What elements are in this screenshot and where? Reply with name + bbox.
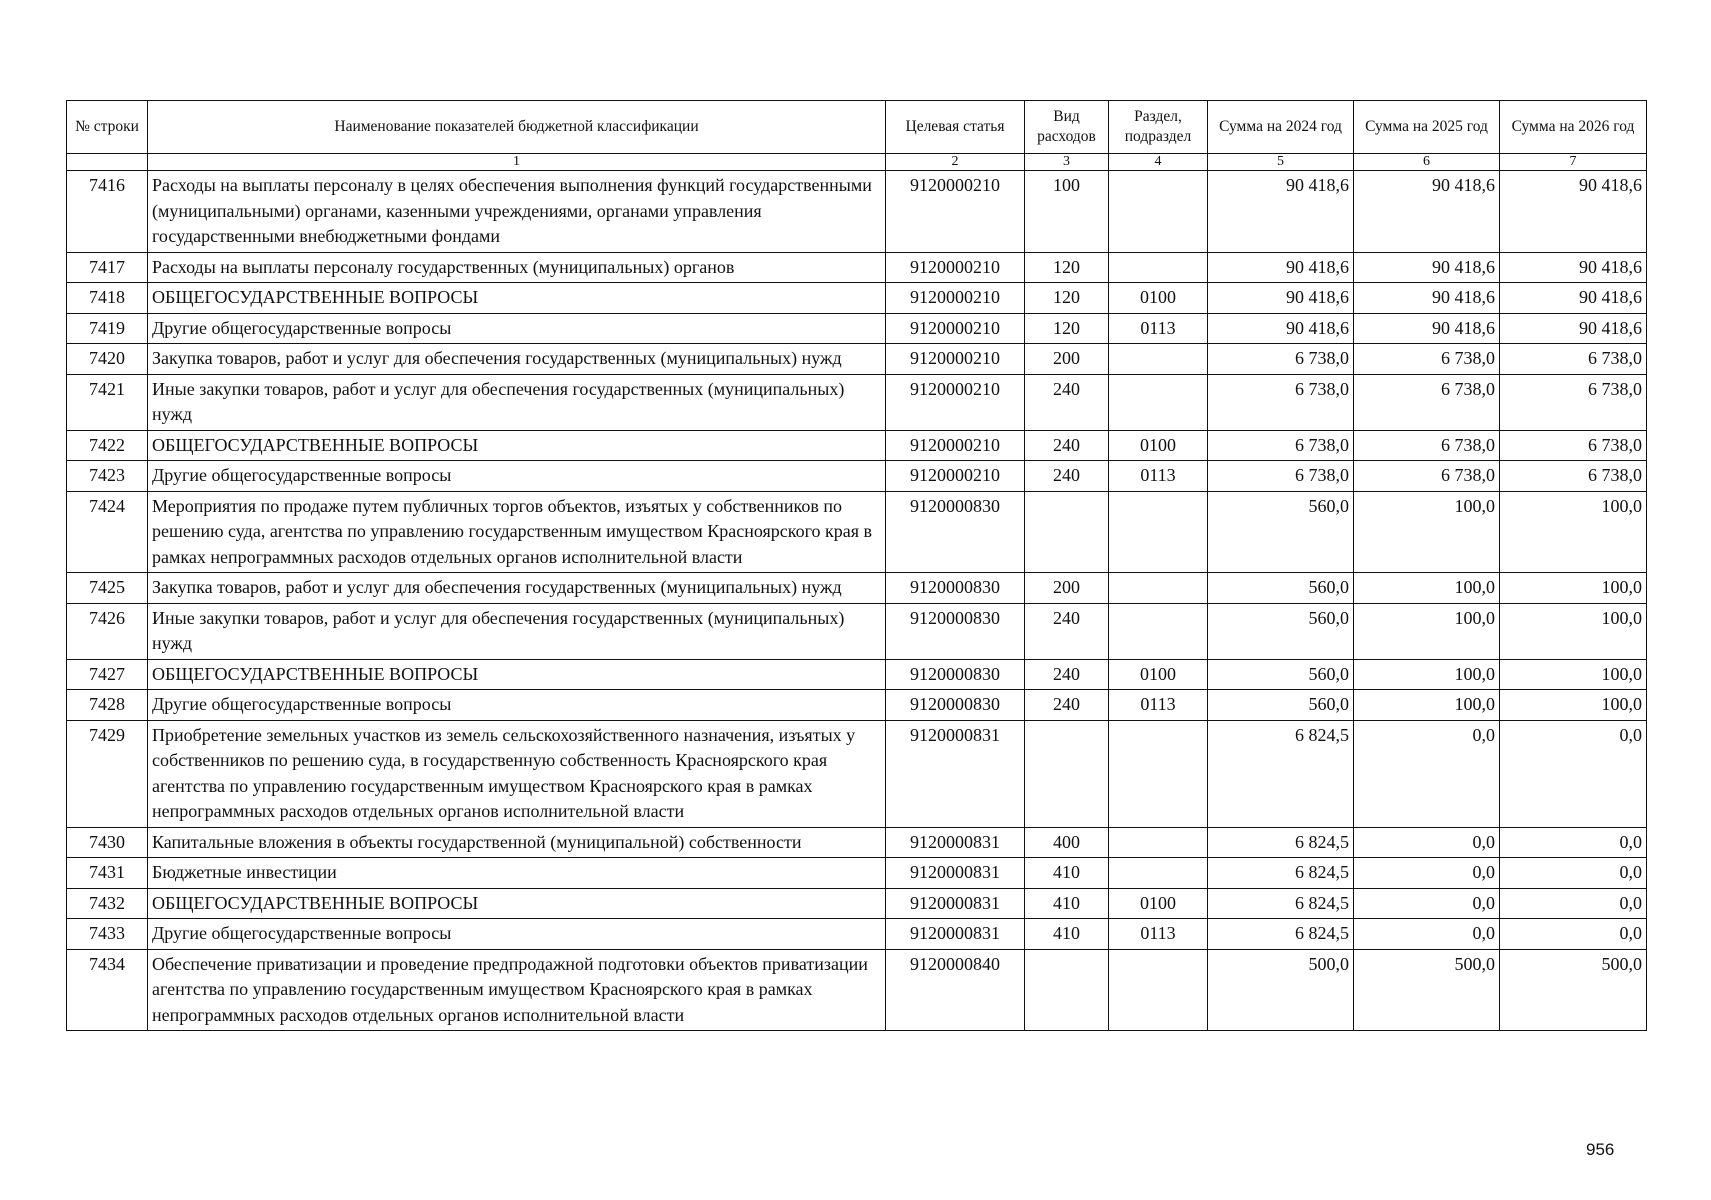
table-row <box>67 283 1647 314</box>
section-cell <box>1109 491 1208 573</box>
target-article-cell: 9120000830 <box>886 491 1025 573</box>
row-number-cell: 7430 <box>67 827 148 858</box>
sum-2024-cell: 6 824,5 <box>1208 827 1354 858</box>
page-number: 956 <box>1586 1140 1615 1159</box>
indicator-name-cell: Приобретение земельных участков из земель сельскохозяйственного назначения, изъятых у собственников по решению суда, в государственную собственность Красноярского края агентства по управлению государственным имуществом Красноярского края в рамках непрограммных расходов отдельных органов исполнительной власти <box>148 720 886 827</box>
expense-kind-cell: 240 <box>1025 374 1109 430</box>
target-article-cell: 9120000831 <box>886 858 1025 889</box>
column-number: 3 <box>1025 154 1109 171</box>
sum-2024-cell: 6 738,0 <box>1208 374 1354 430</box>
sum-2025-cell: 100,0 <box>1354 690 1500 721</box>
target-article-cell: 9120000210 <box>886 374 1025 430</box>
sum-2026-cell: 6 738,0 <box>1500 374 1647 430</box>
row-number-cell: 7423 <box>67 461 148 492</box>
header-indicator-name: Наименование показателей бюджетной классификации <box>148 101 886 154</box>
expense-kind-cell: 410 <box>1025 919 1109 950</box>
section-cell: 0113 <box>1109 461 1208 492</box>
sum-2026-cell: 6 738,0 <box>1500 344 1647 375</box>
table-row <box>67 252 1647 283</box>
column-number: 7 <box>1500 154 1647 171</box>
indicator-name-cell: ОБЩЕГОСУДАРСТВЕННЫЕ ВОПРОСЫ <box>148 888 886 919</box>
sum-2025-cell: 0,0 <box>1354 919 1500 950</box>
sum-2025-cell: 90 418,6 <box>1354 171 1500 253</box>
row-number-cell: 7434 <box>67 949 148 1031</box>
sum-2026-cell: 100,0 <box>1500 603 1647 659</box>
sum-2024-cell: 6 738,0 <box>1208 344 1354 375</box>
sum-2025-cell: 500,0 <box>1354 949 1500 1031</box>
expense-kind-cell: 240 <box>1025 603 1109 659</box>
sum-2025-cell: 90 418,6 <box>1354 252 1500 283</box>
sum-2024-cell: 560,0 <box>1208 573 1354 604</box>
section-cell: 0100 <box>1109 283 1208 314</box>
row-number-cell: 7424 <box>67 491 148 573</box>
target-article-cell: 9120000210 <box>886 461 1025 492</box>
expense-kind-cell: 240 <box>1025 690 1109 721</box>
row-number-cell: 7420 <box>67 344 148 375</box>
table-row <box>67 858 1647 889</box>
sum-2026-cell: 90 418,6 <box>1500 313 1647 344</box>
section-cell <box>1109 573 1208 604</box>
sum-2026-cell: 6 738,0 <box>1500 461 1647 492</box>
sum-2024-cell: 560,0 <box>1208 603 1354 659</box>
header-row <box>67 101 1647 154</box>
sum-2025-cell: 0,0 <box>1354 827 1500 858</box>
target-article-cell: 9120000831 <box>886 919 1025 950</box>
sum-2024-cell: 560,0 <box>1208 690 1354 721</box>
indicator-name-cell: ОБЩЕГОСУДАРСТВЕННЫЕ ВОПРОСЫ <box>148 659 886 690</box>
table-row <box>67 690 1647 721</box>
indicator-name-cell: Другие общегосударственные вопросы <box>148 919 886 950</box>
sum-2024-cell: 6 738,0 <box>1208 430 1354 461</box>
indicator-name-cell: Бюджетные инвестиции <box>148 858 886 889</box>
column-number: 4 <box>1109 154 1208 171</box>
target-article-cell: 9120000210 <box>886 344 1025 375</box>
target-article-cell: 9120000830 <box>886 659 1025 690</box>
expense-kind-cell <box>1025 949 1109 1031</box>
section-cell: 0100 <box>1109 659 1208 690</box>
row-number-cell: 7432 <box>67 888 148 919</box>
section-cell <box>1109 603 1208 659</box>
indicator-name-cell: Другие общегосударственные вопросы <box>148 313 886 344</box>
indicator-name-cell: Иные закупки товаров, работ и услуг для обеспечения государственных (муниципальных) нужд <box>148 374 886 430</box>
expense-kind-cell: 410 <box>1025 858 1109 889</box>
row-number-cell: 7422 <box>67 430 148 461</box>
table-row <box>67 491 1647 573</box>
sum-2026-cell: 90 418,6 <box>1500 252 1647 283</box>
row-number-cell: 7419 <box>67 313 148 344</box>
column-number: 2 <box>886 154 1025 171</box>
row-number-cell: 7418 <box>67 283 148 314</box>
section-cell: 0113 <box>1109 919 1208 950</box>
expense-kind-cell: 200 <box>1025 573 1109 604</box>
section-cell: 0100 <box>1109 888 1208 919</box>
indicator-name-cell: ОБЩЕГОСУДАРСТВЕННЫЕ ВОПРОСЫ <box>148 283 886 314</box>
target-article-cell: 9120000210 <box>886 252 1025 283</box>
target-article-cell: 9120000210 <box>886 171 1025 253</box>
sum-2024-cell: 6 824,5 <box>1208 888 1354 919</box>
section-cell <box>1109 858 1208 889</box>
row-number-cell: 7426 <box>67 603 148 659</box>
sum-2024-cell: 90 418,6 <box>1208 283 1354 314</box>
table-row <box>67 430 1647 461</box>
sum-2026-cell: 100,0 <box>1500 690 1647 721</box>
expense-kind-cell: 120 <box>1025 252 1109 283</box>
target-article-cell: 9120000830 <box>886 573 1025 604</box>
section-cell <box>1109 827 1208 858</box>
expense-kind-cell: 200 <box>1025 344 1109 375</box>
sum-2026-cell: 6 738,0 <box>1500 430 1647 461</box>
expense-kind-cell: 240 <box>1025 461 1109 492</box>
indicator-name-cell: Расходы на выплаты персоналу государственных (муниципальных) органов <box>148 252 886 283</box>
indicator-name-cell: Расходы на выплаты персоналу в целях обеспечения выполнения функций государственными (муниципальными) органами, казенными учреждениями, органами управления государственными внебюджетными фондами <box>148 171 886 253</box>
target-article-cell: 9120000210 <box>886 283 1025 314</box>
section-cell <box>1109 344 1208 375</box>
sum-2026-cell: 100,0 <box>1500 659 1647 690</box>
expense-kind-cell <box>1025 491 1109 573</box>
sum-2025-cell: 90 418,6 <box>1354 313 1500 344</box>
sum-2024-cell: 6 824,5 <box>1208 858 1354 889</box>
table-row <box>67 720 1647 827</box>
row-number-cell: 7427 <box>67 659 148 690</box>
sum-2024-cell: 6 738,0 <box>1208 461 1354 492</box>
target-article-cell: 9120000831 <box>886 720 1025 827</box>
indicator-name-cell: Закупка товаров, работ и услуг для обеспечения государственных (муниципальных) нужд <box>148 344 886 375</box>
table-row <box>67 603 1647 659</box>
row-number-cell: 7429 <box>67 720 148 827</box>
expense-kind-cell <box>1025 720 1109 827</box>
column-number-blank <box>67 154 148 171</box>
sum-2026-cell: 90 418,6 <box>1500 171 1647 253</box>
sum-2025-cell: 0,0 <box>1354 858 1500 889</box>
sum-2025-cell: 90 418,6 <box>1354 283 1500 314</box>
table-row <box>67 461 1647 492</box>
expense-kind-cell: 120 <box>1025 283 1109 314</box>
sum-2024-cell: 500,0 <box>1208 949 1354 1031</box>
sum-2024-cell: 560,0 <box>1208 659 1354 690</box>
indicator-name-cell: Другие общегосударственные вопросы <box>148 690 886 721</box>
row-number-cell: 7416 <box>67 171 148 253</box>
sum-2026-cell: 500,0 <box>1500 949 1647 1031</box>
target-article-cell: 9120000831 <box>886 888 1025 919</box>
sum-2025-cell: 6 738,0 <box>1354 344 1500 375</box>
row-number-cell: 7431 <box>67 858 148 889</box>
header-sum-2026: Сумма на 2026 год <box>1500 101 1647 154</box>
indicator-name-cell: Обеспечение приватизации и проведение предпродажной подготовки объектов приватизации агентства по управлению государственным имуществом Красноярского края в рамках непрограммных расходов отдельных органов исполнительной власти <box>148 949 886 1031</box>
expense-kind-cell: 100 <box>1025 171 1109 253</box>
section-cell: 0113 <box>1109 313 1208 344</box>
target-article-cell: 9120000210 <box>886 313 1025 344</box>
sum-2026-cell: 0,0 <box>1500 720 1647 827</box>
sum-2025-cell: 6 738,0 <box>1354 461 1500 492</box>
sum-2024-cell: 6 824,5 <box>1208 720 1354 827</box>
row-number-cell: 7433 <box>67 919 148 950</box>
indicator-name-cell: Иные закупки товаров, работ и услуг для обеспечения государственных (муниципальных) нужд <box>148 603 886 659</box>
header-expense-kind: Вид расходов <box>1025 101 1109 154</box>
sum-2024-cell: 90 418,6 <box>1208 252 1354 283</box>
sum-2025-cell: 100,0 <box>1354 659 1500 690</box>
target-article-cell: 9120000210 <box>886 430 1025 461</box>
indicator-name-cell: ОБЩЕГОСУДАРСТВЕННЫЕ ВОПРОСЫ <box>148 430 886 461</box>
column-number: 6 <box>1354 154 1500 171</box>
sum-2024-cell: 6 824,5 <box>1208 919 1354 950</box>
sum-2026-cell: 100,0 <box>1500 491 1647 573</box>
expense-kind-cell: 240 <box>1025 659 1109 690</box>
header-section: Раздел, подраздел <box>1109 101 1208 154</box>
expense-kind-cell: 410 <box>1025 888 1109 919</box>
table-row <box>67 313 1647 344</box>
column-number: 5 <box>1208 154 1354 171</box>
sum-2026-cell: 0,0 <box>1500 858 1647 889</box>
table-body <box>67 171 1647 1031</box>
column-number: 1 <box>148 154 886 171</box>
sum-2024-cell: 90 418,6 <box>1208 171 1354 253</box>
row-number-cell: 7428 <box>67 690 148 721</box>
sum-2025-cell: 0,0 <box>1354 720 1500 827</box>
section-cell <box>1109 720 1208 827</box>
section-cell: 0113 <box>1109 690 1208 721</box>
table-row <box>67 171 1647 253</box>
sum-2025-cell: 100,0 <box>1354 603 1500 659</box>
table-row <box>67 919 1647 950</box>
header-sum-2025: Сумма на 2025 год <box>1354 101 1500 154</box>
expense-kind-cell: 240 <box>1025 430 1109 461</box>
expense-kind-cell: 120 <box>1025 313 1109 344</box>
target-article-cell: 9120000831 <box>886 827 1025 858</box>
table-row <box>67 573 1647 604</box>
section-cell <box>1109 252 1208 283</box>
budget-table <box>66 100 1647 1031</box>
section-cell: 0100 <box>1109 430 1208 461</box>
table-row <box>67 659 1647 690</box>
row-number-cell: 7417 <box>67 252 148 283</box>
sum-2025-cell: 100,0 <box>1354 491 1500 573</box>
sum-2026-cell: 90 418,6 <box>1500 283 1647 314</box>
section-cell <box>1109 171 1208 253</box>
sum-2026-cell: 0,0 <box>1500 888 1647 919</box>
indicator-name-cell: Мероприятия по продаже путем публичных торгов объектов, изъятых у собственников по решению суда, агентства по управлению государственным имуществом Красноярского края в рамках непрограммных расходов отдельных органов исполнительной власти <box>148 491 886 573</box>
sum-2025-cell: 100,0 <box>1354 573 1500 604</box>
sum-2026-cell: 100,0 <box>1500 573 1647 604</box>
sum-2025-cell: 6 738,0 <box>1354 374 1500 430</box>
indicator-name-cell: Капитальные вложения в объекты государственной (муниципальной) собственности <box>148 827 886 858</box>
row-number-cell: 7421 <box>67 374 148 430</box>
sum-2026-cell: 0,0 <box>1500 827 1647 858</box>
target-article-cell: 9120000840 <box>886 949 1025 1031</box>
expense-kind-cell: 400 <box>1025 827 1109 858</box>
row-number-cell: 7425 <box>67 573 148 604</box>
table-row <box>67 888 1647 919</box>
header-target-article: Целевая статья <box>886 101 1025 154</box>
sum-2025-cell: 6 738,0 <box>1354 430 1500 461</box>
column-number-row <box>67 154 1647 171</box>
section-cell <box>1109 949 1208 1031</box>
target-article-cell: 9120000830 <box>886 690 1025 721</box>
header-sum-2024: Сумма на 2024 год <box>1208 101 1354 154</box>
table-row <box>67 374 1647 430</box>
sum-2026-cell: 0,0 <box>1500 919 1647 950</box>
table-row <box>67 827 1647 858</box>
target-article-cell: 9120000830 <box>886 603 1025 659</box>
header-row-number: № строки <box>67 101 148 154</box>
indicator-name-cell: Другие общегосударственные вопросы <box>148 461 886 492</box>
table-row <box>67 949 1647 1031</box>
sum-2024-cell: 560,0 <box>1208 491 1354 573</box>
table-row <box>67 344 1647 375</box>
sum-2025-cell: 0,0 <box>1354 888 1500 919</box>
section-cell <box>1109 374 1208 430</box>
indicator-name-cell: Закупка товаров, работ и услуг для обеспечения государственных (муниципальных) нужд <box>148 573 886 604</box>
sum-2024-cell: 90 418,6 <box>1208 313 1354 344</box>
